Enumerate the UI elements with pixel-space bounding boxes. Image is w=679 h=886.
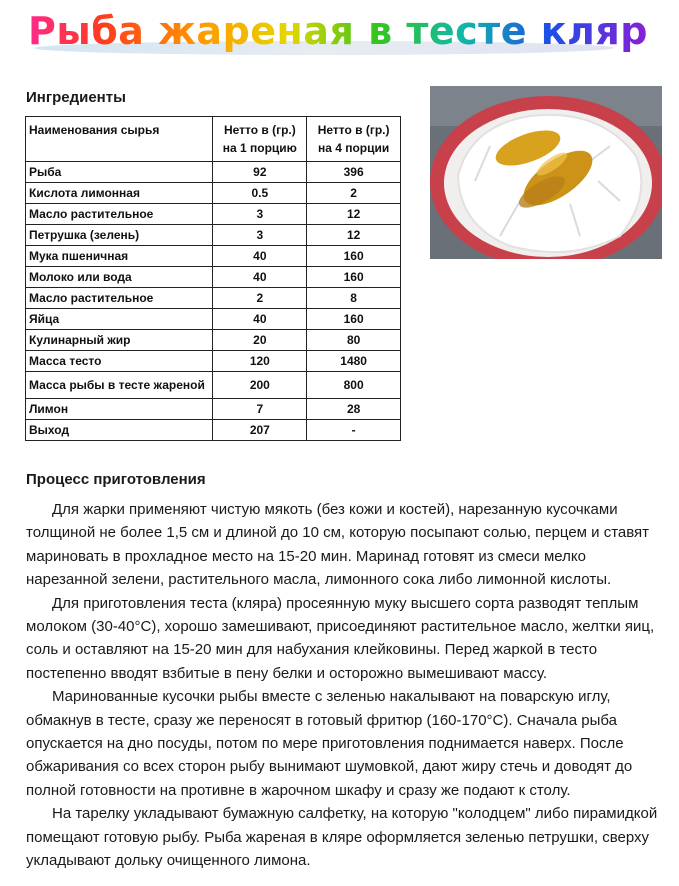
net-four: 1480 xyxy=(307,351,401,372)
net-one: 0.5 xyxy=(213,183,307,204)
table-row xyxy=(26,351,401,372)
net-one: 2 xyxy=(213,288,307,309)
net-four: 8 xyxy=(307,288,401,309)
net-four: 396 xyxy=(307,162,401,183)
net-one: 40 xyxy=(213,246,307,267)
ingredient-name: Кулинарный жир xyxy=(26,330,213,351)
ingredient-name: Мука пшеничная xyxy=(26,246,213,267)
net-one: 200 xyxy=(213,372,307,399)
net-one: 92 xyxy=(213,162,307,183)
net-one: 120 xyxy=(213,351,307,372)
table-row xyxy=(26,288,401,309)
ingredient-name: Лимон xyxy=(26,399,213,420)
table-row xyxy=(26,330,401,351)
process-paragraph-4: На тарелку укладывают бумажную салфетку, на которую "колодцем" либо пирамидкой помещают готовую рыбу. Рыба жареная в кляре оформляется зеленью петрушки, сверху укладывают дольку очищенного лимона. xyxy=(26,805,658,870)
net-one: 20 xyxy=(213,330,307,351)
table-row xyxy=(26,399,401,420)
ingredient-name: Масло растительное xyxy=(26,204,213,225)
process-paragraph-1: Для жарки применяют чистую мякоть (без кожи и костей), нарезанную кусочками толщиной не более 1,5 см и длиной до 10 см, которую посыпают солью, перцем и ставят мариновать в прохладное место на 15-20 мин. Маринад готовят из смеси мелко нарезанной зелени, растительного масла, лимонного сока либо лимонной кислоты. xyxy=(26,501,650,589)
net-four: 12 xyxy=(307,225,401,246)
col-header-one-portion: Нетто в (гр.) на 1 порцию xyxy=(213,117,307,162)
ingredient-name: Кислота лимонная xyxy=(26,183,213,204)
ingredient-name: Петрушка (зелень) xyxy=(26,225,213,246)
net-one: 40 xyxy=(213,309,307,330)
net-four: 80 xyxy=(307,330,401,351)
page-title: Рыба жареная в тесте кляр xyxy=(28,9,648,53)
ingredient-name: Рыба xyxy=(26,162,213,183)
ingredient-name: Яйца xyxy=(26,309,213,330)
ingredient-name: Масло растительное xyxy=(26,288,213,309)
net-four: 800 xyxy=(307,372,401,399)
net-one: 3 xyxy=(213,225,307,246)
table-row xyxy=(26,183,401,204)
table-row xyxy=(26,204,401,225)
net-four: - xyxy=(307,420,401,441)
dish-photo xyxy=(430,86,662,259)
net-four: 160 xyxy=(307,309,401,330)
process-paragraph-2: Для приготовления теста (кляра) просеянную муку высшего сорта разводят теплым молоком (30-40°С), хорошо замешивают, присоединяют растительное масло, желтки яиц, соль и оставляют на 15-20 мин для набухания клейковины. Перед жаркой в тесто постепенно вводят взбитые в пену белки и осторожно вымешивают массу. xyxy=(26,594,655,682)
table-row xyxy=(26,309,401,330)
table-row xyxy=(26,162,401,183)
net-one: 3 xyxy=(213,204,307,225)
table-row xyxy=(26,372,401,399)
net-four: 12 xyxy=(307,204,401,225)
col-header-four-portions: Нетто в (гр.) на 4 порции xyxy=(307,117,401,162)
table-row xyxy=(26,225,401,246)
ingredient-name: Масса рыбы в тесте жареной xyxy=(26,372,213,399)
table-row xyxy=(26,246,401,267)
net-four: 160 xyxy=(307,267,401,288)
net-one: 40 xyxy=(213,267,307,288)
ingredient-name: Масса тесто xyxy=(26,351,213,372)
ingredient-name: Молоко или вода xyxy=(26,267,213,288)
process-text xyxy=(26,498,658,873)
table-header-row xyxy=(26,117,401,162)
net-four: 2 xyxy=(307,183,401,204)
table-row xyxy=(26,267,401,288)
process-heading: Процесс приготовления xyxy=(26,471,206,488)
net-four: 28 xyxy=(307,399,401,420)
ingredients-table xyxy=(25,116,401,441)
ingredient-name: Выход xyxy=(26,420,213,441)
table-row xyxy=(26,420,401,441)
ingredients-heading: Ингредиенты xyxy=(26,89,126,106)
net-one: 207 xyxy=(213,420,307,441)
net-four: 160 xyxy=(307,246,401,267)
net-one: 7 xyxy=(213,399,307,420)
process-paragraph-3: Маринованные кусочки рыбы вместе с зеленью накалывают на поварскую иглу, обмакнув в тесте, сразу же переносят в готовый фритюр (160-170°С). Сначала рыба опускается на дно посуды, потом по мере приготовления поднимается наверх. После обжаривания со всех сторон рыбу вынимают шумовкой, дают жиру стечь и доводят до полной готовности на противне в жарочном шкафу и сразу же подают к столу. xyxy=(26,688,633,799)
col-header-name: Наименования сырья xyxy=(26,117,213,162)
